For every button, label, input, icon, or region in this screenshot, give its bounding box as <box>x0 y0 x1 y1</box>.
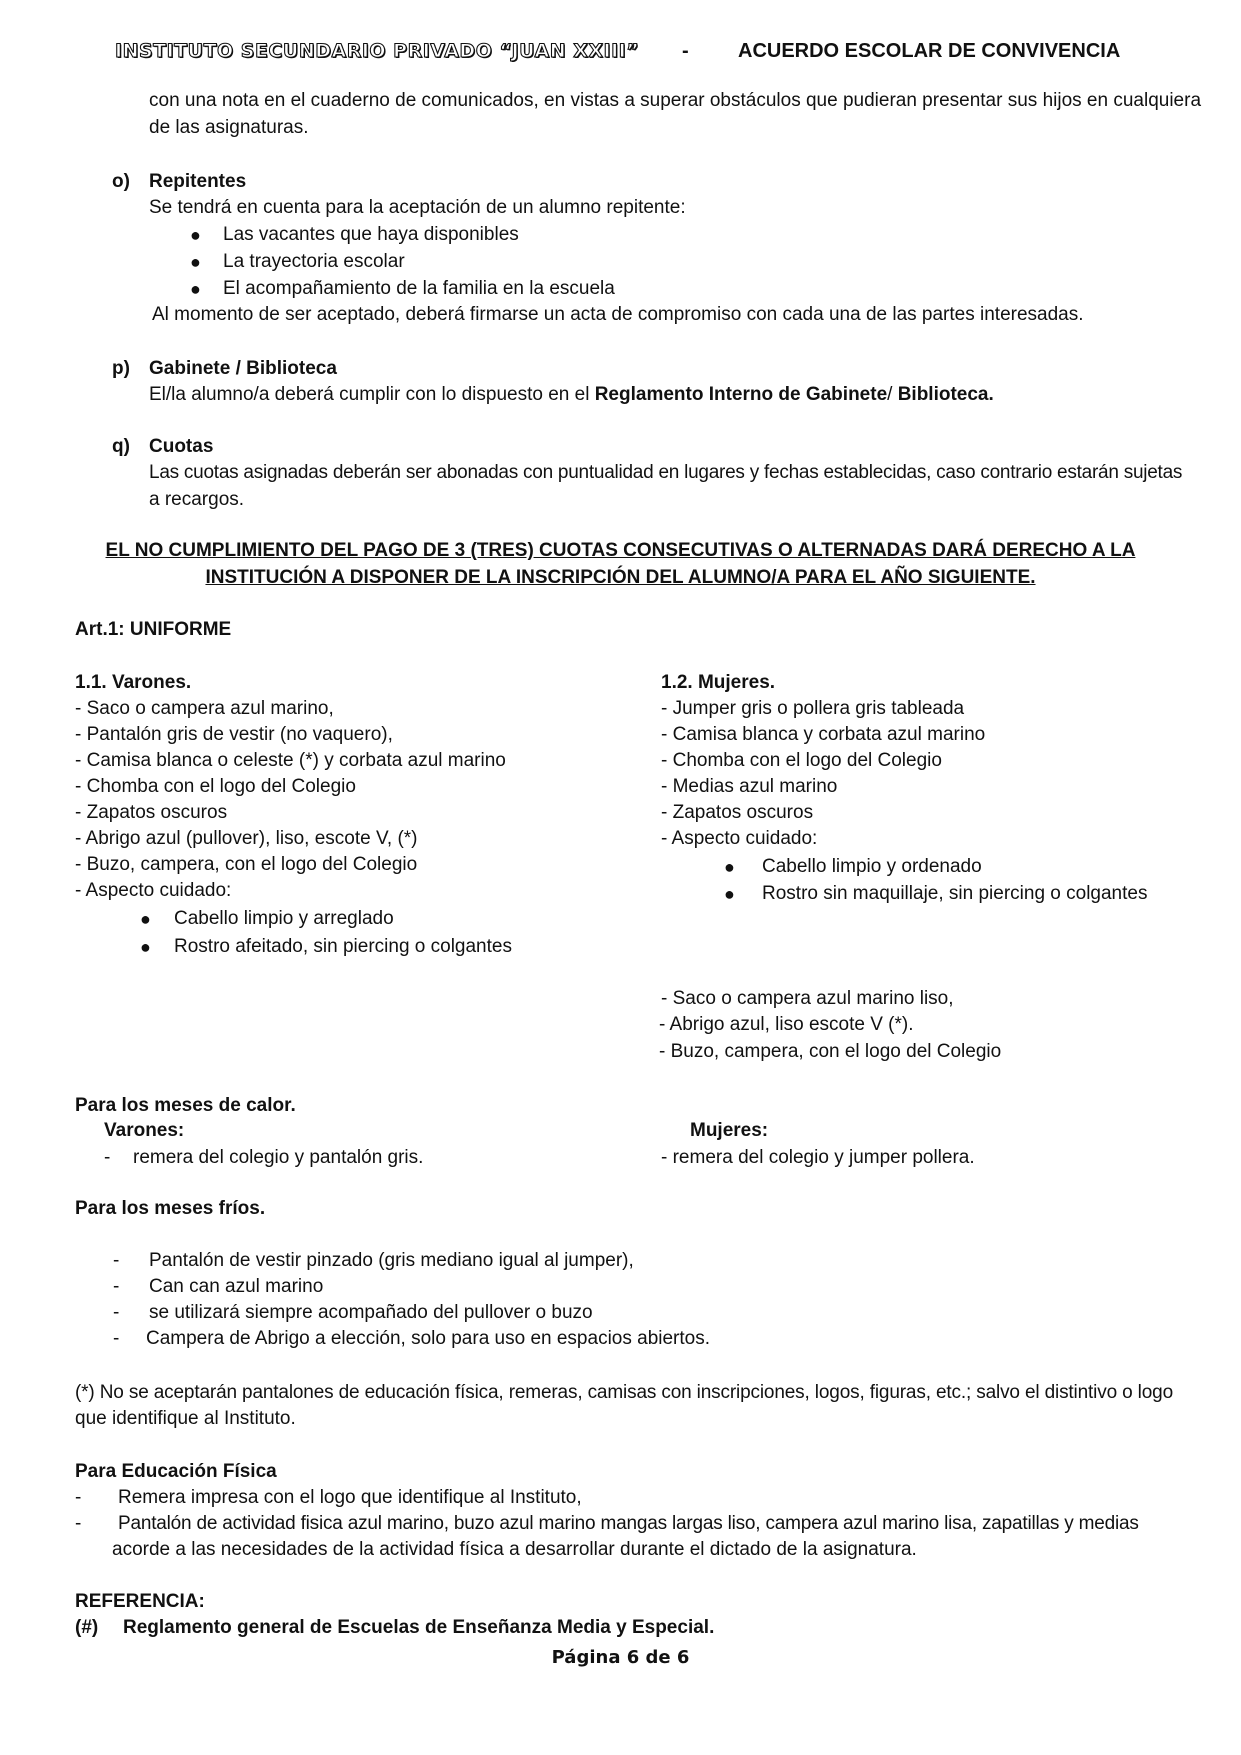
varones-item: - Saco o campera azul marino, <box>75 698 334 719</box>
section-p-text: El/la alumno/a deberá cumplir con lo dispuesto en el Reglamento Interno de Gabinete/ Biblioteca. <box>149 384 994 405</box>
pe-dash: - <box>75 1513 82 1534</box>
notice-line-1: EL NO CUMPLIMIENTO DEL PAGO DE 3 (TRES) CUOTAS CONSECUTIVAS O ALTERNADAS DARÁ DERECHO A LA <box>105 540 1136 561</box>
cold-dash: - <box>113 1328 120 1349</box>
cold-dash: - <box>113 1276 120 1297</box>
section-o-lead: Se tendrá en cuenta para la aceptación de un alumno repitente: <box>149 197 686 218</box>
footnote-line-1: (*) No se aceptarán pantalones de educación física, remeras, camisas con inscripciones, logos, figuras, etc.; salvo el distintivo o logo <box>75 1382 1174 1403</box>
footnote-line-2: que identifique al Instituto. <box>75 1408 296 1429</box>
cold-item: Can can azul marino <box>149 1276 324 1297</box>
mujeres-extra: - Buzo, campera, con el logo del Colegio <box>659 1041 1002 1062</box>
bullet-icon: ● <box>724 884 735 904</box>
notice-line-2: INSTITUCIÓN A DISPONER DE LA INSCRIPCIÓN DEL ALUMNO/A PARA EL AÑO SIGUIENTE. <box>205 567 1036 588</box>
warm-varones-item: remera del colegio y pantalón gris. <box>133 1147 424 1168</box>
varones-bullet: Rostro afeitado, sin piercing o colgantes <box>174 936 512 957</box>
mujeres-item: - Jumper gris o pollera gris tableada <box>661 698 965 719</box>
bullet-icon: ● <box>724 857 735 877</box>
mujeres-item: - Zapatos oscuros <box>661 802 814 823</box>
section-q-letter: q) <box>112 436 130 457</box>
intro-line-1: con una nota en el cuaderno de comunicados, en vistas a superar obstáculos que pudieran presentar sus hijos en cualquiera <box>149 90 1202 111</box>
bullet-icon: ● <box>190 279 201 299</box>
cold-item: Campera de Abrigo a elección, solo para uso en espacios abiertos. <box>146 1328 711 1349</box>
pe-title: Para Educación Física <box>75 1461 277 1482</box>
mujeres-extra: - Saco o campera azul marino liso, <box>661 988 954 1009</box>
mujeres-extra: - Abrigo azul, liso escote V (*). <box>659 1014 914 1035</box>
header-institution: INSTITUTO SECUNDARIO PRIVADO “JUAN XXIII” <box>115 40 640 62</box>
pe-item-1: Remera impresa con el logo que identifique al Instituto, <box>118 1487 582 1508</box>
mujeres-item: - Medias azul marino <box>661 776 838 797</box>
intro-line-2: de las asignaturas. <box>149 117 309 138</box>
reference-text: Reglamento general de Escuelas de Enseñanza Media y Especial. <box>123 1617 715 1638</box>
warm-mujeres-label: Mujeres: <box>690 1120 769 1141</box>
varones-item: - Aspecto cuidado: <box>75 880 232 901</box>
varones-item: - Buzo, campera, con el logo del Colegio <box>75 854 418 875</box>
varones-item: - Zapatos oscuros <box>75 802 228 823</box>
cold-title: Para los meses fríos. <box>75 1198 266 1219</box>
mujeres-item: - Camisa blanca y corbata azul marino <box>661 724 986 745</box>
section-p-title: Gabinete / Biblioteca <box>149 358 337 379</box>
varones-item: - Chomba con el logo del Colegio <box>75 776 356 797</box>
varones-title: 1.1. Varones. <box>75 672 192 693</box>
reference-title: REFERENCIA: <box>75 1591 205 1612</box>
bullet-icon: ● <box>190 225 201 245</box>
header-document-title: ACUERDO ESCOLAR DE CONVIVENCIA <box>738 40 1121 62</box>
reference-marker: (#) <box>75 1617 99 1638</box>
pe-item-2-line-1: Pantalón de actividad fisica azul marino, buzo azul marino mangas largas liso, campera azul marino lisa, zapatillas y medias <box>118 1513 1139 1534</box>
warm-title: Para los meses de calor. <box>75 1095 296 1116</box>
mujeres-title: 1.2. Mujeres. <box>661 672 776 693</box>
pe-dash: - <box>75 1487 82 1508</box>
section-p-reglamento: Reglamento Interno de Gabinete <box>594 384 888 405</box>
warm-mujeres-item: - remera del colegio y jumper pollera. <box>661 1147 975 1168</box>
section-q-line-2: a recargos. <box>149 489 245 510</box>
section-o-bullet-3: El acompañamiento de la familia en la escuela <box>223 278 615 299</box>
article-title: Art.1: UNIFORME <box>75 619 232 640</box>
bullet-icon: ● <box>140 909 151 929</box>
bullet-icon: ● <box>140 937 151 957</box>
section-p-letter: p) <box>112 358 130 379</box>
pe-item-2-line-2: acorde a las necesidades de la actividad física a desarrollar durante el dictado de la asignatura. <box>112 1539 917 1560</box>
section-p-biblioteca: Biblioteca. <box>897 384 994 405</box>
mujeres-bullet: Rostro sin maquillaje, sin piercing o colgantes <box>762 883 1148 904</box>
mujeres-bullet: Cabello limpio y ordenado <box>762 856 982 877</box>
header-separator: - <box>682 40 689 62</box>
cold-item: se utilizará siempre acompañado del pullover o buzo <box>149 1302 593 1323</box>
section-o-letter: o) <box>112 171 130 192</box>
varones-item: - Pantalón gris de vestir (no vaquero), <box>75 724 393 745</box>
section-o-closing: Al momento de ser aceptado, deberá firmarse un acta de compromiso con cada una de las partes interesadas. <box>152 304 1084 325</box>
warm-varones-dash: - <box>104 1147 111 1168</box>
section-o-bullet-1: Las vacantes que haya disponibles <box>223 224 519 245</box>
section-o-title: Repitentes <box>149 171 247 192</box>
section-o-bullet-2: La trayectoria escolar <box>223 251 405 272</box>
warm-varones-label: Varones: <box>104 1120 185 1141</box>
cold-dash: - <box>113 1302 120 1323</box>
page-number: Página 6 de 6 <box>551 1647 690 1668</box>
varones-item: - Abrigo azul (pullover), liso, escote V, (*) <box>75 828 418 849</box>
section-q-line-1: Las cuotas asignadas deberán ser abonadas con puntualidad en lugares y fechas establecidas, caso contrario estarán sujetas <box>149 462 1183 483</box>
bullet-icon: ● <box>190 252 201 272</box>
varones-bullet: Cabello limpio y arreglado <box>174 908 394 929</box>
section-q-title: Cuotas <box>149 436 214 457</box>
varones-item: - Camisa blanca o celeste (*) y corbata azul marino <box>75 750 506 771</box>
cold-dash: - <box>113 1250 120 1271</box>
cold-item: Pantalón de vestir pinzado (gris mediano igual al jumper), <box>149 1250 634 1271</box>
mujeres-item: - Aspecto cuidado: <box>661 828 818 849</box>
mujeres-item: - Chomba con el logo del Colegio <box>661 750 942 771</box>
